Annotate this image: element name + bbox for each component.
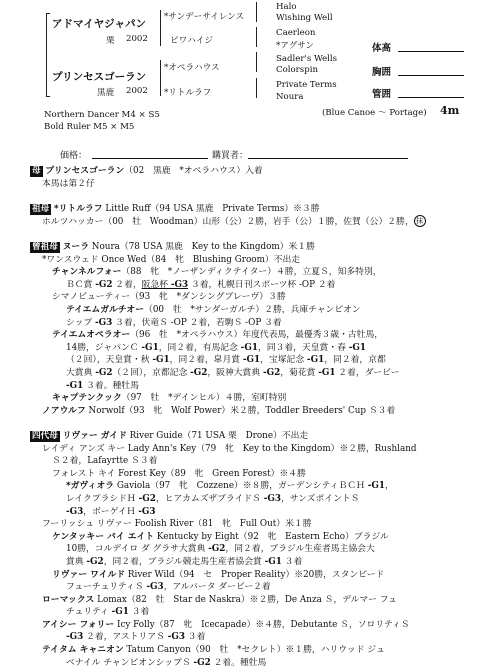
record-line: ホルツハッカー（00 牡 Woodman）山形（公）２勝，岩手（公）１勝，佐賀（公）２勝， 抹: [30, 215, 495, 228]
dam-dam: *リトルラフ: [164, 88, 212, 98]
sire-color: 栗: [106, 36, 115, 46]
record-line: 本馬は第２仔: [42, 178, 95, 189]
record-line: テイエムガルチオー（00 牡 *サンダーガルチ）２勝，兵庫チャンピオン: [66, 305, 361, 316]
sire-sire: *サンデーサイレンス: [164, 12, 245, 22]
price-label: 価格：: [60, 151, 88, 161]
record-line: ノアウルフ Norwolf（93 牝 Wolf Power）米２勝，Toddler Breeders' Cup Ｓ３着: [42, 405, 396, 416]
ggp-6: Colorspin: [276, 65, 318, 75]
record-line: リヴァー ワイルド River Wild（94 セ Proper Reality）※20勝，スタンピード: [52, 569, 385, 580]
ggp-1: Halo: [276, 2, 297, 12]
family-line: (Blue Canoe ～ Portage): [322, 108, 427, 118]
record-line: 四代母 リヴァー ガイド River Guide（71 USA 栗 Drone）不出走: [32, 430, 309, 441]
ggp-8: Noura: [276, 92, 304, 102]
ggp-7: Private Terms: [276, 80, 337, 90]
record-line: （２回），天皇賞・秋 -G1，同２着，皐月賞 -G1，宝塚記念 -G1，同２着，京都: [66, 355, 386, 366]
record-line: チュリティ -G1 ３着: [66, 607, 150, 618]
inbreed-1: Northern Dancer M4 × S5: [44, 110, 160, 120]
record-line: Ｓ２着，Lafayrtte Ｓ３着: [52, 456, 158, 467]
record-line: *ガヴィオラ Gaviola（97 牝 Cozzene）※８勝，ガーデンシティＢＣＨ -G1，: [66, 481, 394, 492]
dam-name: プリンセスゴーラン: [52, 71, 147, 83]
girth-label: 胸囲: [372, 67, 392, 78]
girth-field[interactable]: [398, 75, 464, 76]
record-line: テイエムオペラオー（96 牡 *オペラハウス）年度代表馬，最優秀３歳・古牡馬，: [52, 330, 384, 341]
cannon-label: 管囲: [372, 89, 392, 100]
record-line: 祖母 *リトルラフ Little Ruff（94 USA 黒鹿 Private Terms）※３勝: [32, 203, 320, 214]
ggp-4: *アグサン: [276, 41, 314, 51]
record-line: レイディ アンズ キー Lady Ann's Key（79 牝 Key to the Kingdom）※２勝，Rushland: [42, 443, 417, 454]
record-line: 曾祖母 ヌーラ Noura（78 USA 黒鹿 Key to the Kingdom）米１勝: [32, 242, 315, 253]
record-line: 大賞典 -G2（２回），京都記念 -G2，阪神大賞典 -G2，菊花賞 -G1 ２着，ダービー: [66, 368, 400, 378]
price-field[interactable]: [92, 158, 208, 159]
record-line: ケンタッキー バイ エイト Kentucky by Eight（92 牝 Eastern Echo）ブラジル: [52, 531, 389, 542]
record-line: 母 プリンセスゴーラン（02 黒鹿 *オペラハウス）入着: [32, 166, 263, 176]
dam-sire: *オペラハウス: [164, 63, 220, 73]
record-line: シップ -G3 ３着，伏竜Ｓ -OP ２着，若駒Ｓ -OP ３着: [66, 317, 282, 328]
inbreed-2: Bold Ruler M5 × M5: [44, 122, 135, 132]
dam-color: 黒鹿: [97, 88, 115, 98]
family-record: [30, 165, 495, 669]
buyer-label: 購買者：: [212, 151, 249, 161]
cannon-field[interactable]: [398, 97, 464, 98]
record-line: 14勝，ジャパンＣ -G1，同２着，有馬記念 -G1，同３着，天皇賞・春 -G1: [66, 342, 367, 353]
record-line: -G1 ３着。種牡馬: [66, 380, 139, 391]
ggp-3: Caerleon: [276, 28, 316, 38]
family-number: 4m: [440, 104, 460, 117]
height-field[interactable]: [398, 51, 464, 52]
record-line: ＢＣ賞 -G2 ２着，阪急杯 -G3 ３着，札幌日刊スポーツ杯 -OP ２着: [66, 279, 336, 290]
record-line: [30, 190, 495, 203]
record-line: [30, 417, 495, 430]
record-line: フューチュリティＳ -G3，アルバータ ダービー２着: [66, 582, 271, 593]
record-line: *ワンスウェド Once Wed（84 牝 Blushing Groom）不出走: [42, 254, 301, 265]
height-label: 体高: [372, 43, 392, 54]
sire-name: アドマイヤジャパン: [52, 18, 146, 30]
record-line: [30, 228, 495, 241]
record-line: テイタム キャニオン Tatum Canyon（90 牡 *セクレト）※１勝，ハリウッド ジュ: [42, 645, 385, 656]
record-line: フーリッシュ リヴァー Foolish River（81 牝 Full Out）米１勝: [42, 519, 312, 530]
record-line: 賞典 -G2，同２着，ブラジル競走馬生産者協会賞 -G1 ３着: [66, 556, 303, 567]
record-line: -G3 ２着，アストリアＳ -G3 ３着: [66, 632, 206, 643]
record-line: ベナイル チャンピオンシップＳ -G2 ２着。種牡馬: [66, 657, 267, 668]
record-line: ローマックス Lomax（82 牡 Star de Naskra）※２勝，De Anza Ｓ，デルマー フュ: [42, 594, 397, 605]
record-line: チャンネルフォー（88 牝 *ノーザンディクテイター）４勝，立夏Ｓ，知多特別，: [52, 267, 382, 278]
record-line: レイクプラシドＨ -G2，ヒアカムズザブライドＳ -G3，サンズポイントＳ: [66, 493, 360, 504]
sire-year: 2002: [126, 34, 148, 44]
record-line: -G3，ボーゲイＨ -G3: [66, 506, 156, 517]
ggp-2: Wishing Well: [276, 13, 333, 23]
record-line: 10勝，コルデイロ ダ グラサ大賞典 -G2，同２着，ブラジル生産者馬主協会大: [66, 544, 375, 555]
record-line: アイシー フォリー Icy Folly（87 牝 Icecapade）※４勝，Debutante Ｓ，ソロリティＳ: [42, 619, 410, 630]
buyer-field[interactable]: [248, 158, 408, 159]
record-line: キャプテンクック（97 牡 *デインヒル）４勝，室町特別: [52, 393, 287, 404]
sire-dam: ビワハイジ: [170, 36, 213, 46]
record-line: シマノビューティー（93 牝 *ダンシングブレーヴ）３勝: [52, 292, 286, 303]
ggp-5: Sadler's Wells: [276, 54, 338, 64]
dam-year: 2002: [126, 86, 148, 96]
record-line: フォレスト キイ Forest Key（89 牝 Green Forest）※４勝: [52, 468, 306, 479]
